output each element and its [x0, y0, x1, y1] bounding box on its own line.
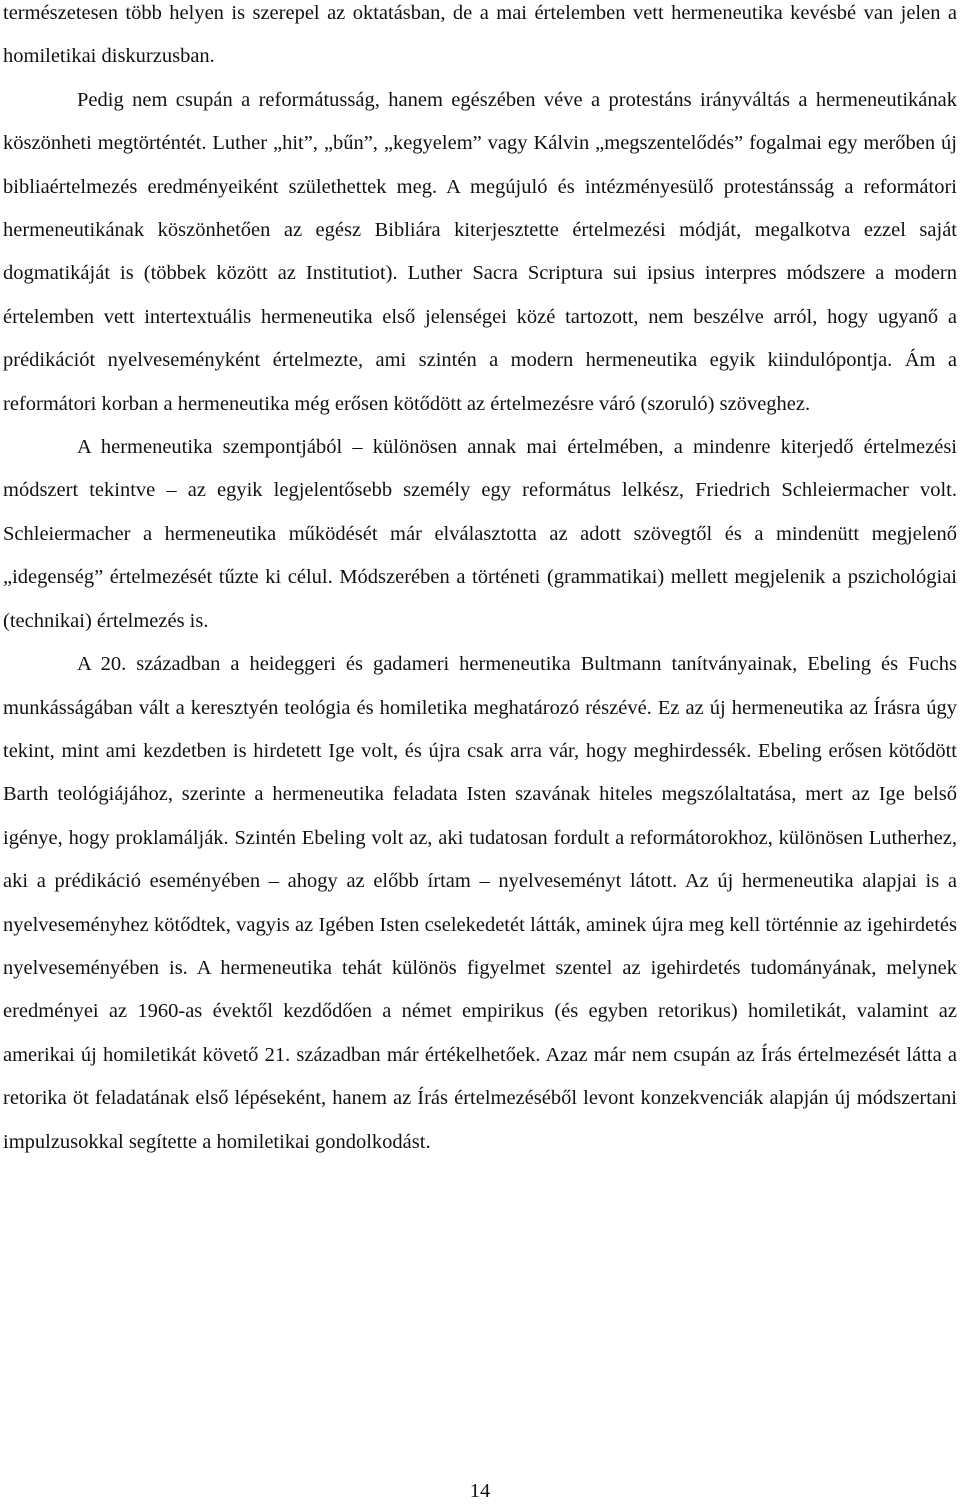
body-text [3, 0, 957, 1164]
paragraph-3: A hermeneutika szempontjából – különösen annak mai értelmében, a mindenre kiterjedő értelmezési módszert tekintve – az egyik legjelentősebb személy egy református lelkész, Friedrich Schleiermacher volt. Schleiermacher a hermeneutika működését már elválasztotta az adott szövegtől és a mindenütt megjelenő „idegenség” értelmezését tűzte ki célul. Módszerében a történeti (grammatikai) mellett megjelenik a pszichológiai (technikai) értelmezés is. [3, 436, 957, 632]
paragraph-2: Pedig nem csupán a reformátusság, hanem egészében véve a protestáns irányváltás a hermeneutikának köszönheti megtörténtét. Luther „hit”, „bűn”, „kegyelem” vagy Kálvin „megszentelődés” fogalmai egy merőben új bibliaértelmezés eredményeiként születhettek meg. A megújuló és intézményesülő protestánsság a reformátori hermeneutikának köszönhetően az egész Bibliára kiterjesztette értelmezési módját, megalkotva ezzel saját dogmatikáját is (többek között az Institutiot). Luther Sacra Scriptura sui ipsius interpres módszere a modern értelemben vett intertextuális hermeneutika első jelenségei közé tartozott, nem beszélve arról, hogy ugyanő a prédikációt nyelveseményként értelmezte, ami szintén a modern hermeneutika egyik kiindulópontja. Ám a reformátori korban a hermeneutika még erősen kötődött az értelmezésre váró (szoruló) szöveghez. [3, 88, 957, 415]
page-number: 14 [469, 1480, 491, 1502]
paragraph-4: A 20. században a heideggeri és gadameri hermeneutika Bultmann tanítványainak, Ebeling és Fuchs munkásságában vált a keresztyén teológia és homiletika meghatározó részévé. Ez az új hermeneutika az Írásra úgy tekint, mint ami kezdetben is hirdetett Ige volt, és újra csak arra vár, hogy meghirdessék. Ebeling erősen kötődött Barth teológiájához, szerinte a hermeneutika feladata Isten szavának hiteles megszólaltatása, mert az Ige belső igénye, hogy proklamálják. Szintén Ebeling volt az, aki tudatosan fordult a reformátorokhoz, különösen Lutherhez, aki a prédikáció eseményében – ahogy az előbb írtam – nyelveseményt látott. Az új hermeneutika alapjai is a nyelveseményhez kötődtek, vagyis az Igében Isten cselekedetét látták, aminek újra meg kell történnie az igehirdetés nyelveseményében is. A hermeneutika tehát különös figyelmet szentel az igehirdetés tudományának, melynek eredményei az 1960-as évektől kezdődően a német empirikus (és egyben retorikus) homiletikát, valamint az amerikai új homiletikát követő 21. században már értékelhetőek. Azaz már nem csupán az Írás értelmezését látta a retorika öt feladatának első lépéseként, hanem az Írás értelmezéséből levont konzekvenciák alapján új módszertani impulzusokkal segítette a homiletikai gondolkodást. [3, 653, 957, 1153]
paragraph-1: természetesen több helyen is szerepel az oktatásban, de a mai értelemben vett hermeneutika kevésbé van jelen a homiletikai diskurzusban. [3, 2, 957, 68]
